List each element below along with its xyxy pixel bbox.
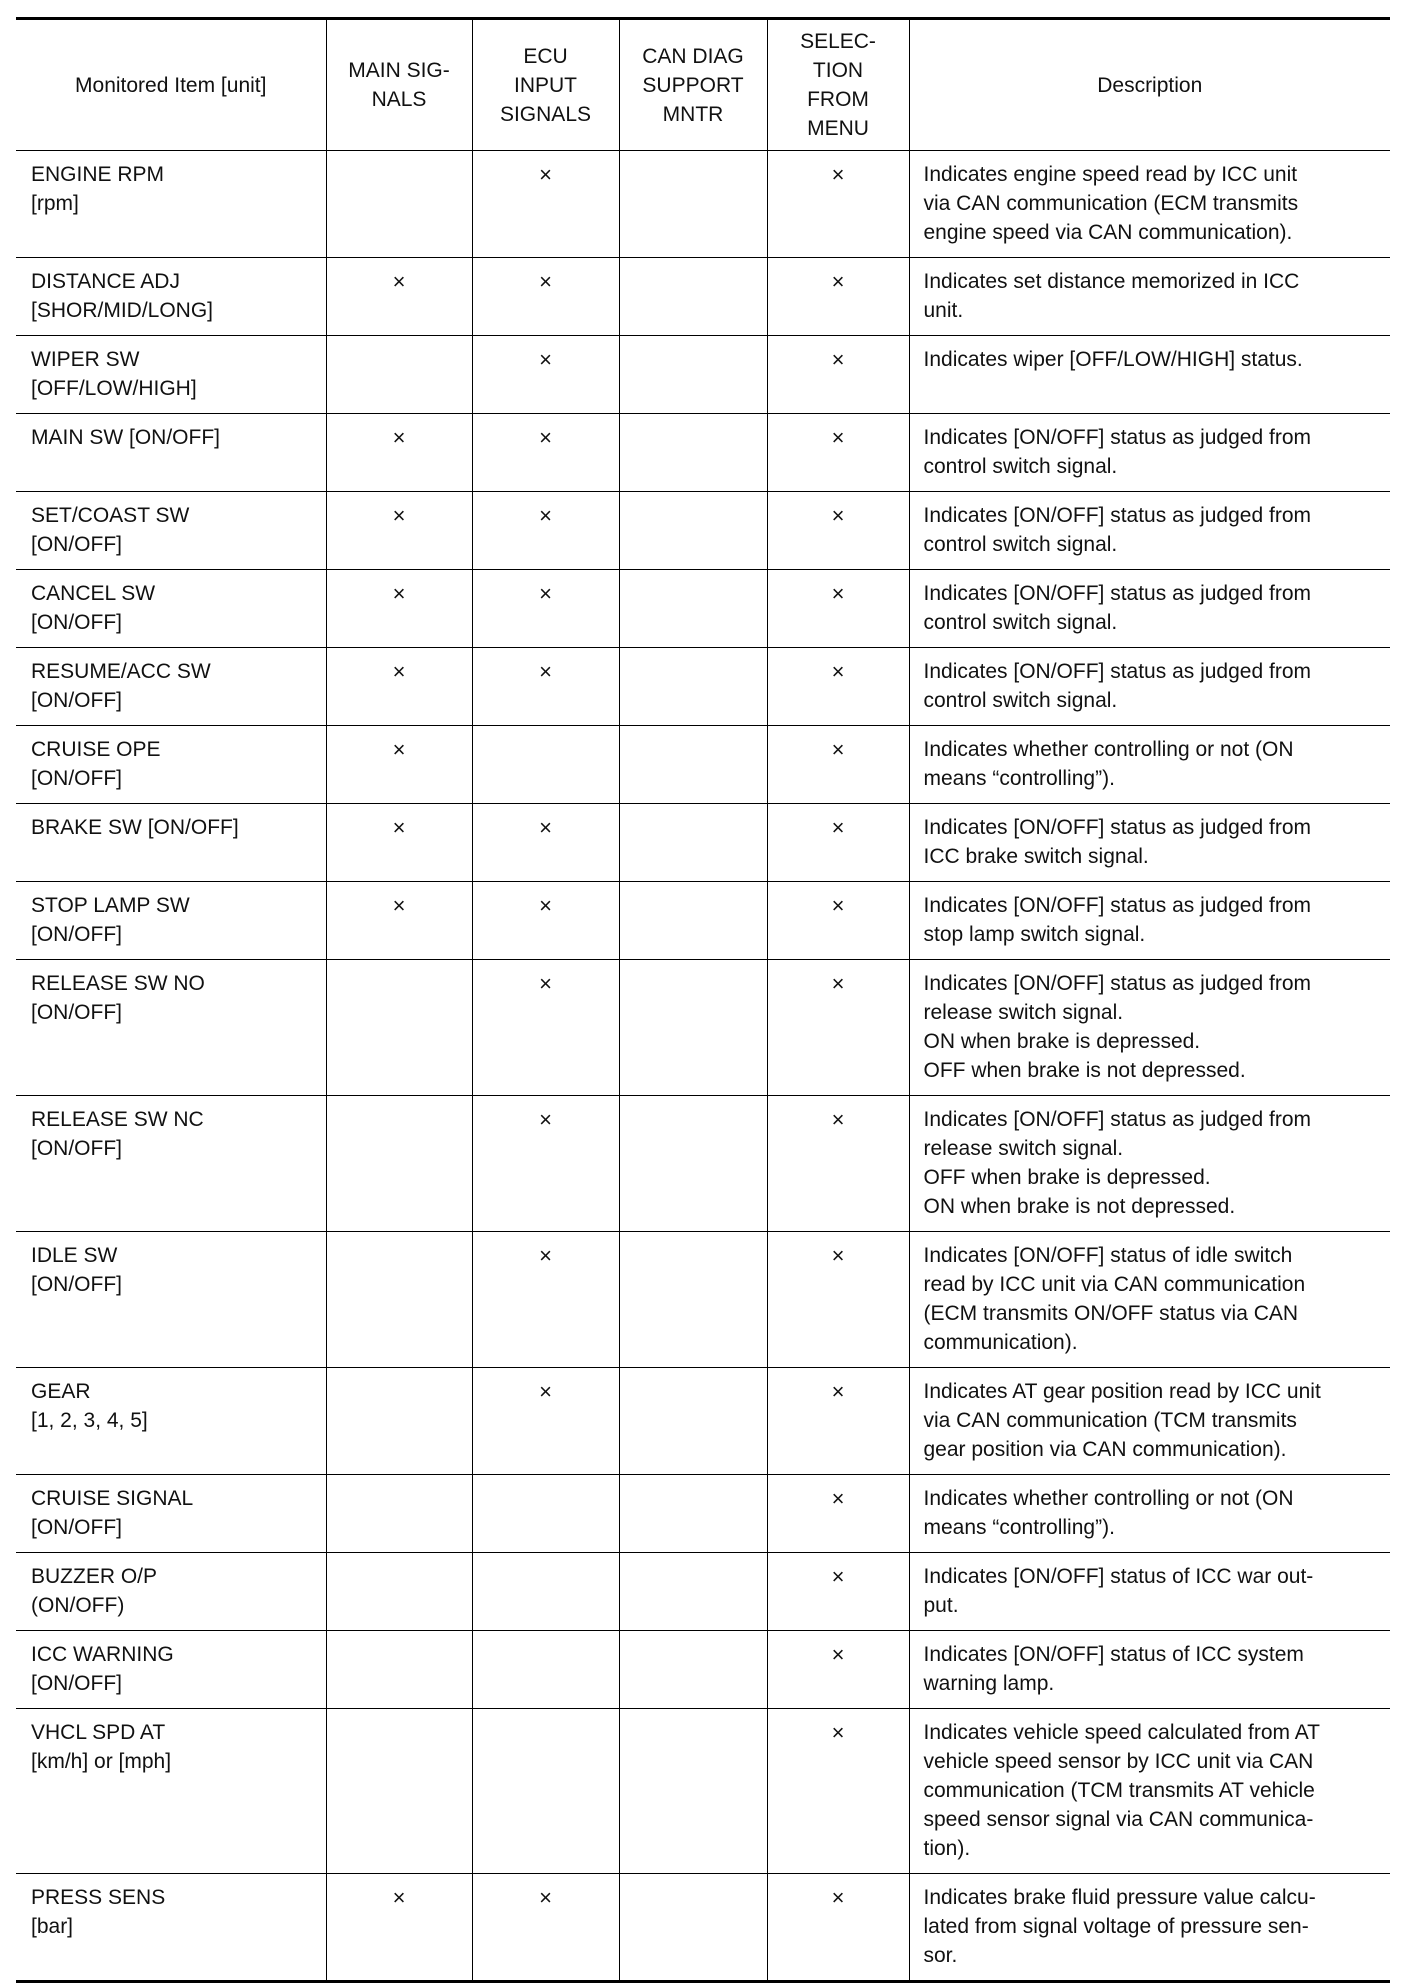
selection-menu-cell: × — [767, 1475, 909, 1553]
table-row — [16, 414, 1390, 492]
description-cell: Indicates [ON/OFF] status as judged from release switch signal. ON when brake is depressed. OFF when brake is not depressed. — [909, 960, 1390, 1096]
description-cell: Indicates AT gear position read by ICC unit via CAN communication (TCM transmits gear position via CAN communication). — [909, 1368, 1390, 1475]
description-cell: Indicates [ON/OFF] status as judged from control switch signal. — [909, 570, 1390, 648]
main-signals-cell: × — [326, 648, 472, 726]
description-cell: Indicates [ON/OFF] status as judged from control switch signal. — [909, 414, 1390, 492]
can-diag-cell — [619, 882, 767, 960]
table-row — [16, 1553, 1390, 1631]
can-diag-cell — [619, 258, 767, 336]
main-signals-cell — [326, 1631, 472, 1709]
table-row — [16, 726, 1390, 804]
main-signals-cell: × — [326, 804, 472, 882]
description-cell: Indicates set distance memorized in ICC unit. — [909, 258, 1390, 336]
ecu-input-cell: × — [472, 648, 619, 726]
description-cell: Indicates [ON/OFF] status of idle switch read by ICC unit via CAN communication (ECM transmits ON/OFF status via CAN communication). — [909, 1232, 1390, 1368]
description-cell: Indicates [ON/OFF] status of ICC system warning lamp. — [909, 1631, 1390, 1709]
ecu-input-cell — [472, 1631, 619, 1709]
table-row — [16, 151, 1390, 258]
description-cell: Indicates vehicle speed calculated from AT vehicle speed sensor by ICC unit via CAN communication (TCM transmits AT vehicle speed sensor signal via CAN communica- tion). — [909, 1709, 1390, 1874]
ecu-input-cell: × — [472, 492, 619, 570]
description-cell: Indicates [ON/OFF] status of ICC war out- put. — [909, 1553, 1390, 1631]
item-cell: RELEASE SW NC [ON/OFF] — [16, 1096, 326, 1232]
main-signals-cell — [326, 1553, 472, 1631]
selection-menu-cell: × — [767, 1874, 909, 1982]
selection-menu-cell: × — [767, 1096, 909, 1232]
ecu-input-cell — [472, 1709, 619, 1874]
item-cell: RELEASE SW NO [ON/OFF] — [16, 960, 326, 1096]
table-row — [16, 648, 1390, 726]
can-diag-cell — [619, 648, 767, 726]
can-diag-cell — [619, 414, 767, 492]
selection-menu-cell: × — [767, 648, 909, 726]
ecu-input-cell — [472, 1553, 619, 1631]
can-diag-cell — [619, 570, 767, 648]
can-diag-cell — [619, 1096, 767, 1232]
table-row — [16, 804, 1390, 882]
item-cell: DISTANCE ADJ [SHOR/MID/LONG] — [16, 258, 326, 336]
description-cell: Indicates [ON/OFF] status as judged from control switch signal. — [909, 492, 1390, 570]
item-cell: GEAR [1, 2, 3, 4, 5] — [16, 1368, 326, 1475]
item-cell: WIPER SW [OFF/LOW/HIGH] — [16, 336, 326, 414]
description-cell: Indicates wiper [OFF/LOW/HIGH] status. — [909, 336, 1390, 414]
description-cell: Indicates [ON/OFF] status as judged from control switch signal. — [909, 648, 1390, 726]
selection-menu-cell: × — [767, 570, 909, 648]
main-signals-cell — [326, 1368, 472, 1475]
selection-menu-cell: × — [767, 258, 909, 336]
can-diag-cell — [619, 960, 767, 1096]
item-cell: PRESS SENS [bar] — [16, 1874, 326, 1982]
item-cell: RESUME/ACC SW [ON/OFF] — [16, 648, 326, 726]
header-main-signals: MAIN SIG- NALS — [326, 19, 472, 151]
can-diag-cell — [619, 1368, 767, 1475]
description-cell: Indicates [ON/OFF] status as judged from ICC brake switch signal. — [909, 804, 1390, 882]
ecu-input-cell: × — [472, 804, 619, 882]
can-diag-cell — [619, 804, 767, 882]
main-signals-cell: × — [326, 1874, 472, 1982]
table-row — [16, 492, 1390, 570]
main-signals-cell: × — [326, 414, 472, 492]
selection-menu-cell: × — [767, 1631, 909, 1709]
item-cell: IDLE SW [ON/OFF] — [16, 1232, 326, 1368]
table-row — [16, 1096, 1390, 1232]
description-cell: Indicates engine speed read by ICC unit via CAN communication (ECM transmits engine speed via CAN communication). — [909, 151, 1390, 258]
table-row — [16, 1709, 1390, 1874]
header-description: Description — [909, 19, 1390, 151]
table-row — [16, 1475, 1390, 1553]
selection-menu-cell: × — [767, 882, 909, 960]
selection-menu-cell: × — [767, 1368, 909, 1475]
main-signals-cell: × — [326, 882, 472, 960]
table-row — [16, 1631, 1390, 1709]
can-diag-cell — [619, 726, 767, 804]
description-cell: Indicates [ON/OFF] status as judged from release switch signal. OFF when brake is depressed. ON when brake is not depressed. — [909, 1096, 1390, 1232]
selection-menu-cell: × — [767, 960, 909, 1096]
selection-menu-cell: × — [767, 1232, 909, 1368]
description-cell: Indicates whether controlling or not (ON means “controlling”). — [909, 1475, 1390, 1553]
main-signals-cell — [326, 336, 472, 414]
header-can-diag-support: CAN DIAG SUPPORT MNTR — [619, 19, 767, 151]
selection-menu-cell: × — [767, 336, 909, 414]
main-signals-cell — [326, 960, 472, 1096]
description-cell: Indicates brake fluid pressure value calcu- lated from signal voltage of pressure sen- sor. — [909, 1874, 1390, 1982]
ecu-input-cell: × — [472, 1874, 619, 1982]
selection-menu-cell: × — [767, 414, 909, 492]
main-signals-cell — [326, 1096, 472, 1232]
item-cell: CRUISE OPE [ON/OFF] — [16, 726, 326, 804]
main-signals-cell — [326, 151, 472, 258]
ecu-input-cell: × — [472, 1368, 619, 1475]
ecu-input-cell — [472, 726, 619, 804]
item-cell: CRUISE SIGNAL [ON/OFF] — [16, 1475, 326, 1553]
selection-menu-cell: × — [767, 1553, 909, 1631]
description-cell: Indicates whether controlling or not (ON means “controlling”). — [909, 726, 1390, 804]
table-row — [16, 258, 1390, 336]
table-row — [16, 1368, 1390, 1475]
table-row — [16, 882, 1390, 960]
can-diag-cell — [619, 151, 767, 258]
ecu-input-cell: × — [472, 570, 619, 648]
header-ecu-input-signals: ECU INPUT SIGNALS — [472, 19, 619, 151]
item-cell: MAIN SW [ON/OFF] — [16, 414, 326, 492]
table-header-row — [16, 19, 1390, 151]
main-signals-cell: × — [326, 258, 472, 336]
selection-menu-cell: × — [767, 726, 909, 804]
main-signals-cell — [326, 1232, 472, 1368]
item-cell: CANCEL SW [ON/OFF] — [16, 570, 326, 648]
main-signals-cell — [326, 1475, 472, 1553]
table-row — [16, 336, 1390, 414]
ecu-input-cell: × — [472, 414, 619, 492]
selection-menu-cell: × — [767, 492, 909, 570]
item-cell: SET/COAST SW [ON/OFF] — [16, 492, 326, 570]
monitor-item-table — [16, 17, 1390, 1983]
table-row — [16, 1874, 1390, 1982]
can-diag-cell — [619, 1232, 767, 1368]
main-signals-cell: × — [326, 492, 472, 570]
ecu-input-cell — [472, 1475, 619, 1553]
can-diag-cell — [619, 1631, 767, 1709]
main-signals-cell — [326, 1709, 472, 1874]
ecu-input-cell: × — [472, 151, 619, 258]
can-diag-cell — [619, 336, 767, 414]
main-signals-cell: × — [326, 726, 472, 804]
ecu-input-cell: × — [472, 960, 619, 1096]
can-diag-cell — [619, 1709, 767, 1874]
table-row — [16, 1232, 1390, 1368]
header-monitored-item: Monitored Item [unit] — [16, 19, 326, 151]
selection-menu-cell: × — [767, 1709, 909, 1874]
selection-menu-cell: × — [767, 151, 909, 258]
header-selection-from-menu: SELEC- TION FROM MENU — [767, 19, 909, 151]
item-cell: BUZZER O/P (ON/OFF) — [16, 1553, 326, 1631]
table-row — [16, 570, 1390, 648]
main-signals-cell: × — [326, 570, 472, 648]
selection-menu-cell: × — [767, 804, 909, 882]
can-diag-cell — [619, 1553, 767, 1631]
ecu-input-cell: × — [472, 336, 619, 414]
can-diag-cell — [619, 1874, 767, 1982]
item-cell: BRAKE SW [ON/OFF] — [16, 804, 326, 882]
ecu-input-cell: × — [472, 1096, 619, 1232]
can-diag-cell — [619, 492, 767, 570]
ecu-input-cell: × — [472, 882, 619, 960]
description-cell: Indicates [ON/OFF] status as judged from stop lamp switch signal. — [909, 882, 1390, 960]
can-diag-cell — [619, 1475, 767, 1553]
ecu-input-cell: × — [472, 1232, 619, 1368]
item-cell: ICC WARNING [ON/OFF] — [16, 1631, 326, 1709]
item-cell: VHCL SPD AT [km/h] or [mph] — [16, 1709, 326, 1874]
ecu-input-cell: × — [472, 258, 619, 336]
table-row — [16, 960, 1390, 1096]
item-cell: ENGINE RPM [rpm] — [16, 151, 326, 258]
item-cell: STOP LAMP SW [ON/OFF] — [16, 882, 326, 960]
